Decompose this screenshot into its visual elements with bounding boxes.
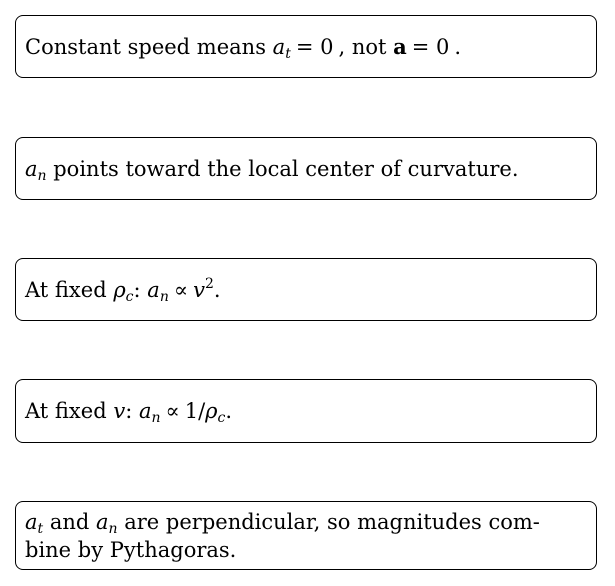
note-text bbox=[25, 276, 221, 304]
math-relation: = 0 bbox=[411, 34, 450, 59]
note-text bbox=[25, 508, 540, 564]
math-symbol: v bbox=[193, 277, 205, 302]
math-symbol: a bbox=[96, 509, 109, 534]
note-text-segment: are perpendicular, so magnitudes com- bbox=[117, 509, 540, 534]
note-text-segment: Constant speed means bbox=[25, 34, 273, 59]
math-bold-vector: a bbox=[393, 33, 407, 59]
note-text-segment: . bbox=[454, 34, 462, 59]
math-symbol: ρ bbox=[205, 399, 218, 423]
math-subscript: c bbox=[125, 288, 134, 305]
note-text-segment: bine by Pythagoras. bbox=[25, 537, 237, 562]
math-subscript: n bbox=[37, 167, 47, 184]
math-superscript: 2 bbox=[204, 275, 214, 292]
math-symbol: v bbox=[113, 399, 126, 423]
note-text bbox=[25, 397, 232, 425]
note-text bbox=[25, 33, 461, 61]
note-text bbox=[25, 155, 519, 183]
math-subscript: n bbox=[159, 288, 169, 305]
note-text-segment: At fixed bbox=[25, 277, 114, 302]
note-constant-speed bbox=[15, 15, 597, 78]
math-relation: = 0 bbox=[295, 34, 334, 59]
note-perpendicular bbox=[15, 501, 597, 570]
math-symbol: a bbox=[25, 156, 38, 181]
math-subscript: c bbox=[217, 410, 226, 426]
note-normal-direction bbox=[15, 137, 597, 200]
note-text-segment: At fixed bbox=[25, 399, 114, 423]
note-text-segment: . bbox=[225, 399, 233, 423]
note-text-segment: : bbox=[125, 399, 139, 423]
note-fixed-speed bbox=[15, 379, 597, 443]
note-text-segment: points toward the local center of curvature. bbox=[46, 156, 519, 181]
math-fraction-prefix: 1/ bbox=[184, 399, 206, 423]
note-text-segment: and bbox=[43, 509, 97, 534]
math-symbol: a bbox=[138, 399, 152, 423]
math-symbol: a bbox=[25, 509, 38, 534]
note-fixed-radius bbox=[15, 258, 597, 321]
note-text-segment: , not bbox=[338, 34, 394, 59]
math-subscript: t bbox=[37, 520, 44, 537]
note-text-segment: : bbox=[133, 277, 148, 302]
math-relation: ∝ bbox=[173, 277, 189, 302]
math-subscript: n bbox=[151, 410, 161, 426]
math-symbol: a bbox=[272, 34, 286, 59]
math-relation: ∝ bbox=[165, 399, 180, 423]
math-subscript: n bbox=[108, 520, 118, 537]
math-subscript: t bbox=[285, 45, 291, 62]
math-symbol: ρ bbox=[113, 277, 126, 302]
math-symbol: a bbox=[147, 277, 160, 302]
note-text-segment: . bbox=[213, 277, 221, 302]
